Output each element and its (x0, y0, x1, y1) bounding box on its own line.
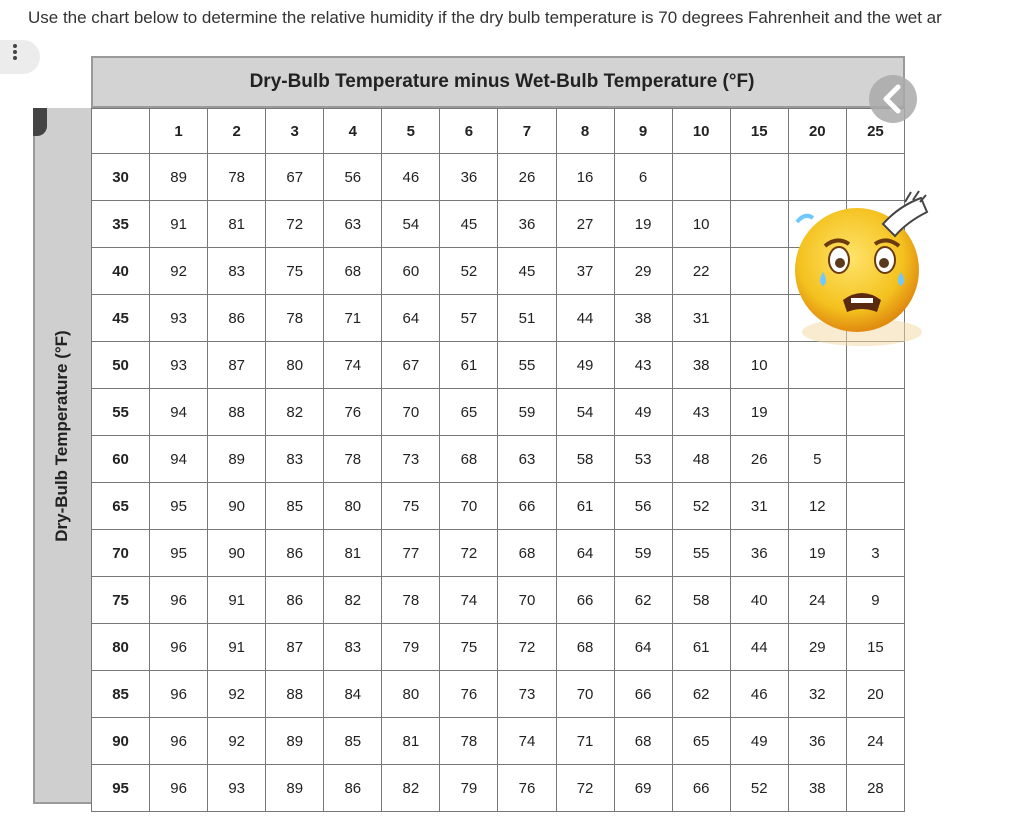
row-header: 85 (92, 671, 150, 718)
table-cell: 29 (614, 248, 672, 295)
row-header: 75 (92, 577, 150, 624)
table-cell: 86 (266, 577, 324, 624)
table-cell: 43 (614, 342, 672, 389)
table-cell: 68 (440, 436, 498, 483)
table-cell: 65 (672, 718, 730, 765)
table-cell: 77 (382, 530, 440, 577)
table-cell: 68 (556, 624, 614, 671)
table-cell: 63 (498, 436, 556, 483)
table-row (92, 389, 905, 436)
table-cell: 61 (672, 624, 730, 671)
row-header: 30 (92, 154, 150, 201)
table-cell: 5 (788, 436, 846, 483)
table-cell: 82 (266, 389, 324, 436)
table-cell: 86 (266, 530, 324, 577)
row-header: 95 (92, 765, 150, 812)
table-cell: 75 (266, 248, 324, 295)
table-cell: 66 (556, 577, 614, 624)
table-cell: 76 (440, 671, 498, 718)
table-cell: 73 (498, 671, 556, 718)
column-header: 20 (788, 109, 846, 154)
table-cell: 75 (382, 483, 440, 530)
table-cell: 81 (208, 201, 266, 248)
table-cell: 38 (788, 765, 846, 812)
column-header-row (92, 109, 905, 154)
table-cell: 84 (324, 671, 382, 718)
table-cell: 95 (150, 530, 208, 577)
column-header: 8 (556, 109, 614, 154)
table-cell: 93 (208, 765, 266, 812)
table-cell: 68 (324, 248, 382, 295)
table-cell: 56 (324, 154, 382, 201)
table-row (92, 718, 905, 765)
row-header: 40 (92, 248, 150, 295)
table-cell: 96 (150, 765, 208, 812)
table-cell: 66 (614, 671, 672, 718)
table-cell (846, 389, 904, 436)
table-cell: 88 (208, 389, 266, 436)
table-row (92, 295, 905, 342)
table-cell: 72 (498, 624, 556, 671)
table-cell: 82 (382, 765, 440, 812)
table-cell: 93 (150, 295, 208, 342)
table-cell: 92 (208, 671, 266, 718)
sweating-face-emoji-icon (795, 182, 929, 372)
table-cell: 36 (440, 154, 498, 201)
table-cell: 64 (556, 530, 614, 577)
chevron-left-icon[interactable] (868, 74, 918, 124)
table-cell: 36 (788, 718, 846, 765)
table-cell: 93 (150, 342, 208, 389)
table-cell: 67 (382, 342, 440, 389)
table-row (92, 530, 905, 577)
table-cell: 76 (498, 765, 556, 812)
table-cell: 15 (846, 624, 904, 671)
column-header: 5 (382, 109, 440, 154)
table-cell: 58 (556, 436, 614, 483)
table-cell: 10 (672, 201, 730, 248)
table-cell: 81 (324, 530, 382, 577)
table-cell: 82 (324, 577, 382, 624)
table-cell: 19 (730, 389, 788, 436)
table-cell: 44 (556, 295, 614, 342)
table-cell: 16 (556, 154, 614, 201)
table-cell: 59 (498, 389, 556, 436)
table-cell: 64 (614, 624, 672, 671)
table-cell: 48 (672, 436, 730, 483)
table-cell: 28 (846, 765, 904, 812)
table-cell: 52 (730, 765, 788, 812)
table-cell: 75 (440, 624, 498, 671)
table-row (92, 248, 905, 295)
table-cell: 88 (266, 671, 324, 718)
table-cell (672, 154, 730, 201)
table-row (92, 577, 905, 624)
y-axis-label: Dry-Bulb Temperature (°F) (52, 330, 71, 542)
table-cell: 9 (846, 577, 904, 624)
table-cell: 49 (614, 389, 672, 436)
table-cell: 70 (382, 389, 440, 436)
table-cell: 70 (440, 483, 498, 530)
table-cell: 70 (556, 671, 614, 718)
table-cell: 90 (208, 483, 266, 530)
table-row (92, 671, 905, 718)
table-cell: 54 (556, 389, 614, 436)
table-cell: 94 (150, 436, 208, 483)
table-cell: 51 (498, 295, 556, 342)
table-cell: 64 (382, 295, 440, 342)
row-header: 45 (92, 295, 150, 342)
table-cell: 38 (672, 342, 730, 389)
table-cell: 83 (324, 624, 382, 671)
column-header: 1 (150, 109, 208, 154)
table-cell: 26 (498, 154, 556, 201)
column-header: 7 (498, 109, 556, 154)
column-header: 10 (672, 109, 730, 154)
table-cell: 91 (150, 201, 208, 248)
vertical-dots-icon (13, 44, 17, 60)
table-cell: 27 (556, 201, 614, 248)
table-row (92, 201, 905, 248)
table-cell: 89 (266, 718, 324, 765)
row-header: 50 (92, 342, 150, 389)
table-cell: 19 (788, 530, 846, 577)
table-cell: 38 (614, 295, 672, 342)
table-cell: 73 (382, 436, 440, 483)
table-cell: 49 (556, 342, 614, 389)
table-cell: 58 (672, 577, 730, 624)
chart-title: Dry-Bulb Temperature minus Wet-Bulb Temperature (°F) (249, 71, 755, 92)
table-cell: 6 (614, 154, 672, 201)
table-row (92, 765, 905, 812)
table-cell: 24 (846, 718, 904, 765)
table-cell: 55 (672, 530, 730, 577)
table-cell: 90 (208, 530, 266, 577)
table-cell: 80 (382, 671, 440, 718)
table-cell: 87 (208, 342, 266, 389)
table-cell: 85 (324, 718, 382, 765)
table-cell (788, 389, 846, 436)
column-header: 3 (266, 109, 324, 154)
table-cell: 32 (788, 671, 846, 718)
table-cell: 95 (150, 483, 208, 530)
table-cell: 62 (672, 671, 730, 718)
table-cell: 89 (266, 765, 324, 812)
table-cell: 83 (266, 436, 324, 483)
row-header: 65 (92, 483, 150, 530)
corner-cell (92, 109, 150, 154)
table-row (92, 483, 905, 530)
table-cell: 70 (498, 577, 556, 624)
table-cell: 66 (672, 765, 730, 812)
table-cell: 55 (498, 342, 556, 389)
table-cell: 36 (730, 530, 788, 577)
table-cell (846, 436, 904, 483)
table-cell: 46 (382, 154, 440, 201)
table-cell: 79 (382, 624, 440, 671)
table-cell: 81 (382, 718, 440, 765)
table-cell (730, 201, 788, 248)
table-cell: 96 (150, 577, 208, 624)
table-cell: 63 (324, 201, 382, 248)
table-cell: 52 (672, 483, 730, 530)
column-header: 4 (324, 109, 382, 154)
row-header: 70 (92, 530, 150, 577)
table-cell: 65 (440, 389, 498, 436)
row-header: 90 (92, 718, 150, 765)
table-cell: 89 (150, 154, 208, 201)
table-cell: 31 (672, 295, 730, 342)
table-cell: 86 (324, 765, 382, 812)
table-cell: 78 (440, 718, 498, 765)
table-cell: 94 (150, 389, 208, 436)
table-row (92, 154, 905, 201)
table-cell: 36 (498, 201, 556, 248)
table-cell: 80 (324, 483, 382, 530)
table-cell: 78 (324, 436, 382, 483)
table-cell: 20 (846, 671, 904, 718)
table-cell: 59 (614, 530, 672, 577)
table-cell (730, 295, 788, 342)
table-cell: 54 (382, 201, 440, 248)
table-cell: 29 (788, 624, 846, 671)
table-cell: 92 (150, 248, 208, 295)
table-cell: 61 (440, 342, 498, 389)
more-options-handle[interactable] (0, 40, 40, 74)
table-cell: 24 (788, 577, 846, 624)
band-corner (33, 108, 47, 136)
table-cell: 71 (324, 295, 382, 342)
row-header: 60 (92, 436, 150, 483)
table-cell: 52 (440, 248, 498, 295)
table-cell (730, 154, 788, 201)
table-cell: 57 (440, 295, 498, 342)
table-cell: 67 (266, 154, 324, 201)
table-cell: 92 (208, 718, 266, 765)
table-cell: 96 (150, 718, 208, 765)
table-cell: 49 (730, 718, 788, 765)
table-cell: 89 (208, 436, 266, 483)
table-cell: 91 (208, 624, 266, 671)
table-cell: 66 (498, 483, 556, 530)
table-cell: 60 (382, 248, 440, 295)
table-cell: 91 (208, 577, 266, 624)
humidity-table (91, 108, 905, 812)
table-row (92, 624, 905, 671)
table-cell: 71 (556, 718, 614, 765)
table-cell: 68 (498, 530, 556, 577)
table-cell: 26 (730, 436, 788, 483)
table-cell: 44 (730, 624, 788, 671)
table-row (92, 436, 905, 483)
table-cell: 96 (150, 624, 208, 671)
table-cell: 78 (382, 577, 440, 624)
table-cell: 31 (730, 483, 788, 530)
question-text: Use the chart below to determine the relative humidity if the dry bulb temperature is 70 degrees Fahrenheit and the wet ar (28, 8, 942, 27)
table-cell: 72 (440, 530, 498, 577)
row-header: 80 (92, 624, 150, 671)
column-header: 15 (730, 109, 788, 154)
table-cell: 76 (324, 389, 382, 436)
table-cell: 53 (614, 436, 672, 483)
table-cell: 87 (266, 624, 324, 671)
table-cell: 19 (614, 201, 672, 248)
table-cell: 79 (440, 765, 498, 812)
table-cell: 86 (208, 295, 266, 342)
column-header: 25 (846, 109, 904, 154)
table-cell: 40 (730, 577, 788, 624)
table-cell: 83 (208, 248, 266, 295)
table-cell: 72 (266, 201, 324, 248)
table-cell: 61 (556, 483, 614, 530)
column-header: 2 (208, 109, 266, 154)
table-cell: 74 (440, 577, 498, 624)
table-cell: 78 (266, 295, 324, 342)
table-cell: 69 (614, 765, 672, 812)
column-header: 9 (614, 109, 672, 154)
table-cell: 72 (556, 765, 614, 812)
table-cell: 45 (440, 201, 498, 248)
table-cell: 10 (730, 342, 788, 389)
table-cell: 62 (614, 577, 672, 624)
column-header: 6 (440, 109, 498, 154)
table-cell (846, 483, 904, 530)
humidity-table-wrap (91, 108, 905, 802)
table-cell: 43 (672, 389, 730, 436)
table-cell: 45 (498, 248, 556, 295)
table-cell: 12 (788, 483, 846, 530)
row-header: 35 (92, 201, 150, 248)
table-cell: 74 (324, 342, 382, 389)
table-cell: 22 (672, 248, 730, 295)
table-cell: 56 (614, 483, 672, 530)
table-cell (730, 248, 788, 295)
table-cell: 85 (266, 483, 324, 530)
table-cell: 96 (150, 671, 208, 718)
table-cell: 3 (846, 530, 904, 577)
table-cell: 68 (614, 718, 672, 765)
table-cell: 80 (266, 342, 324, 389)
table-cell: 74 (498, 718, 556, 765)
table-row (92, 342, 905, 389)
table-cell: 37 (556, 248, 614, 295)
row-header: 55 (92, 389, 150, 436)
table-cell: 46 (730, 671, 788, 718)
table-cell: 78 (208, 154, 266, 201)
